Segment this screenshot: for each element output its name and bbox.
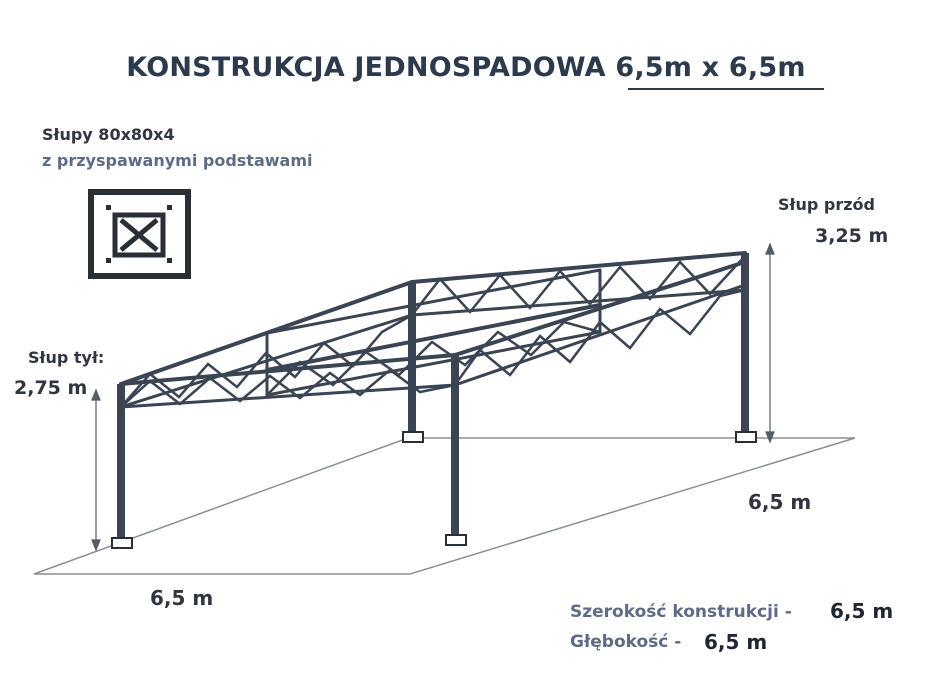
info-width-label: Szerokość konstrukcji -: [570, 602, 792, 622]
post-bases: [112, 432, 756, 548]
post-front-right: [741, 253, 749, 435]
title-main: KONSTRUKCJA JEDNOSPADOWA: [126, 52, 606, 83]
rear-post-height: 2,75 m: [14, 377, 88, 399]
depth-dimension-label: 6,5 m: [748, 490, 812, 514]
info-width-value: 6,5 m: [830, 599, 894, 623]
post-rear-right: [408, 282, 416, 436]
roof-truss: [121, 253, 745, 407]
info-depth-value: 6,5 m: [704, 630, 768, 654]
ground-plane: [34, 438, 855, 574]
posts-spec: Słupy 80x80x4: [42, 125, 175, 144]
front-post-label: Słup przód: [778, 195, 875, 214]
base-plate-icon: [91, 192, 188, 276]
posts-base-note: z przyspawanymi podstawami: [42, 151, 313, 170]
title-dimensions: 6,5m x 6,5m: [615, 52, 806, 83]
post-rear-left: [117, 384, 125, 544]
info-depth-label: Głębokość -: [570, 632, 682, 652]
rear-post-label: Słup tył:: [28, 348, 105, 367]
front-post-height: 3,25 m: [815, 225, 889, 247]
post-front-left: [451, 355, 459, 538]
width-dimension-label: 6,5 m: [150, 586, 214, 610]
